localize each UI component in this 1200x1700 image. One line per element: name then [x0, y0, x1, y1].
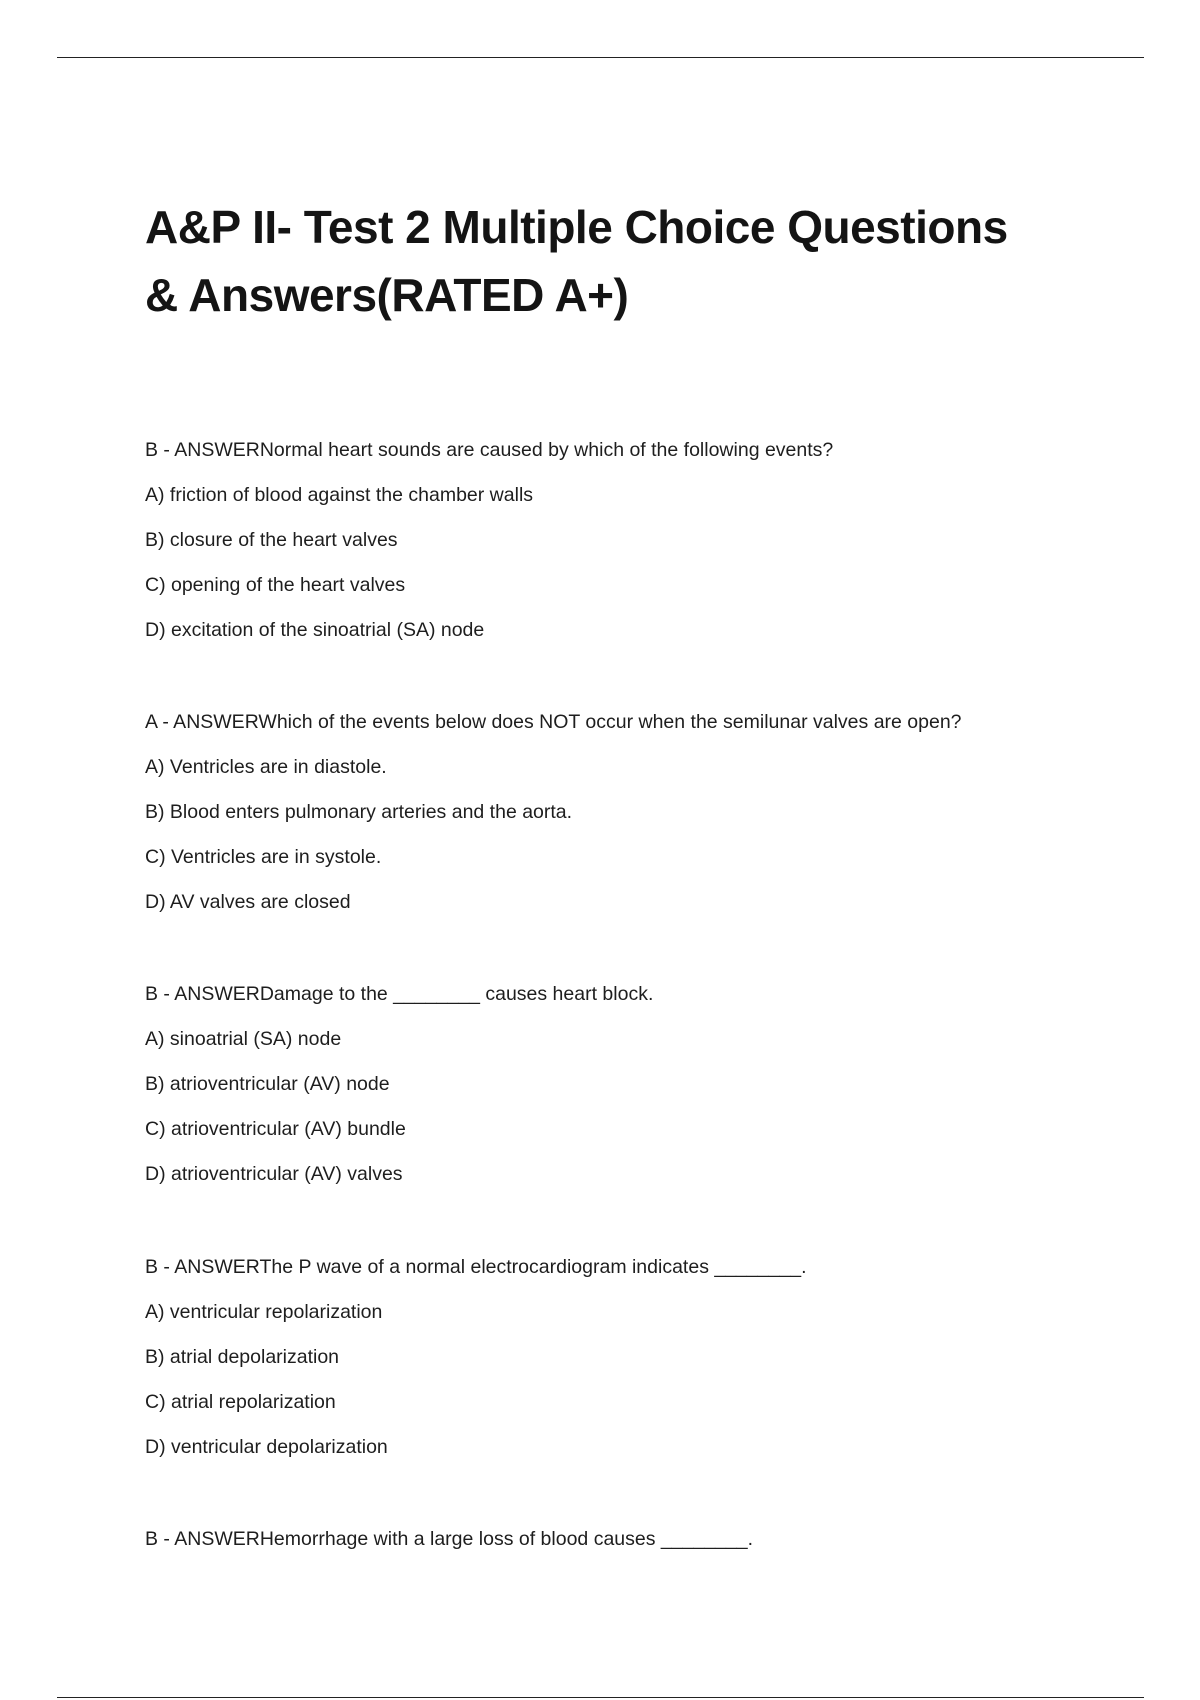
answer-option: C) atrioventricular (AV) bundle: [145, 1118, 406, 1140]
question-1: [145, 428, 1065, 653]
answer-option: B) closure of the heart valves: [145, 529, 398, 551]
answer-option: D) ventricular depolarization: [145, 1436, 388, 1458]
answer-option: C) atrial repolarization: [145, 1391, 336, 1413]
document-title: A&P II- Test 2 Multiple Choice Questions & Answers(RATED A+): [145, 201, 1008, 321]
answer-option: B) atrial depolarization: [145, 1346, 340, 1368]
question-3: [145, 972, 1065, 1197]
question-4: [145, 1245, 1065, 1470]
question-prompt: B - ANSWERHemorrhage with a large loss of blood causes ________.: [145, 1528, 754, 1550]
answer-option: A) Ventricles are in diastole.: [145, 756, 387, 778]
answer-option: A) ventricular repolarization: [145, 1301, 383, 1323]
top-rule: [57, 57, 1144, 58]
answer-option: B) atrioventricular (AV) node: [145, 1073, 390, 1095]
answer-option: A) friction of blood against the chamber walls: [145, 484, 534, 506]
answer-option: C) opening of the heart valves: [145, 574, 406, 596]
question-2: [145, 700, 1065, 925]
question-prompt: B - ANSWERDamage to the ________ causes heart block.: [145, 983, 654, 1005]
answer-option: D) AV valves are closed: [145, 891, 351, 913]
answer-option: D) atrioventricular (AV) valves: [145, 1163, 403, 1185]
question-prompt: B - ANSWERNormal heart sounds are caused by which of the following events?: [145, 439, 834, 461]
question-prompt: A - ANSWERWhich of the events below does NOT occur when the semilunar valves are open?: [145, 711, 962, 733]
question-5: [145, 1517, 1065, 1562]
answer-option: D) excitation of the sinoatrial (SA) node: [145, 619, 485, 641]
question-prompt: B - ANSWERThe P wave of a normal electrocardiogram indicates ________.: [145, 1256, 807, 1278]
answer-option: A) sinoatrial (SA) node: [145, 1028, 342, 1050]
answer-option: B) Blood enters pulmonary arteries and the aorta.: [145, 801, 573, 823]
answer-option: C) Ventricles are in systole.: [145, 846, 382, 868]
bottom-rule: [57, 1697, 1144, 1698]
